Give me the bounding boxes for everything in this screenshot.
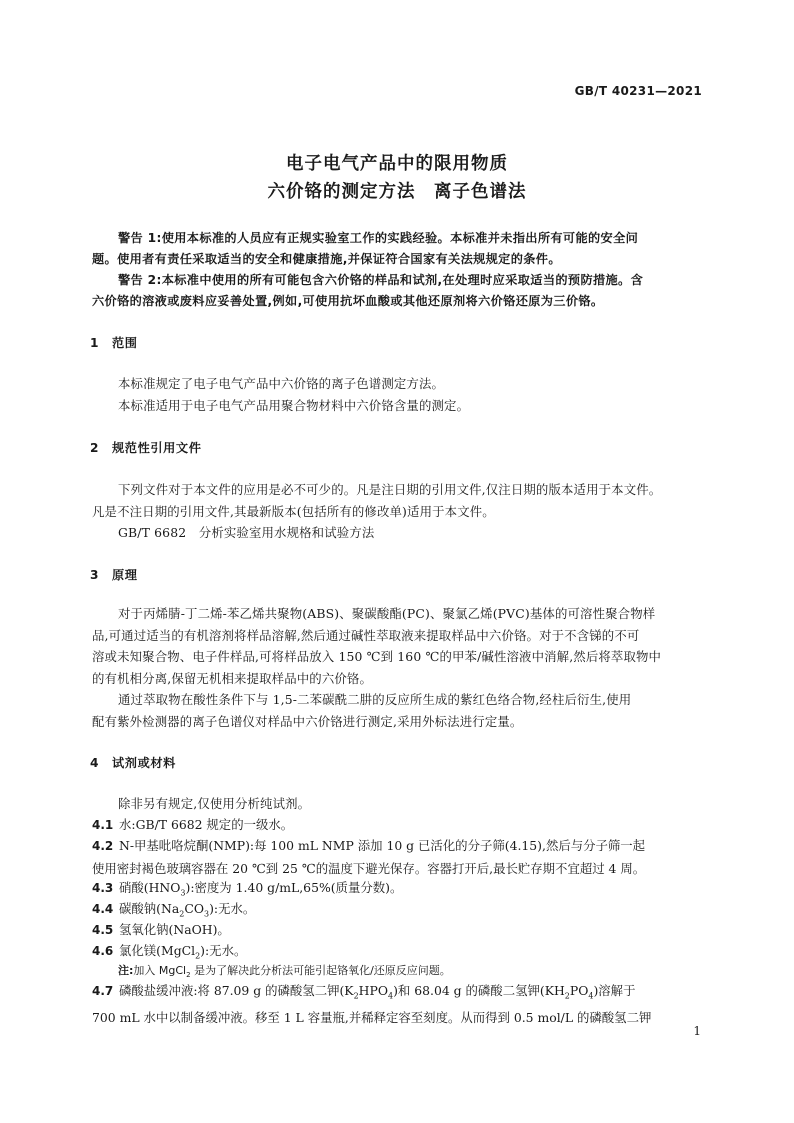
section-heading-normative-references bbox=[90, 439, 202, 456]
principle-line-6: 配有紫外检测器的离子色谱仪对样品中六价铬进行测定,采用外标法进行定量。 bbox=[92, 713, 523, 729]
warning-2-line-1: 警告 2:本标准中使用的所有可能包含六价铬的样品和试剂,在处理时应采取适当的预防措施。含 bbox=[118, 273, 644, 287]
standard-number: GB/T 40231—2021 bbox=[574, 84, 702, 98]
section-number: 3 bbox=[90, 568, 100, 582]
item-number: 4.5 bbox=[92, 923, 114, 937]
principle-line-3: 溶或未知聚合物、电子件样品,可将样品放入 150 ℃到 160 ℃的甲苯/碱性溶液中消解,然后将萃取物中 bbox=[92, 649, 662, 664]
section-number: 4 bbox=[90, 756, 100, 770]
warning-1-line-1: 警告 1:使用本标准的人员应有正规实验室工作的实践经验。本标准并未指出所有可能的安全问 bbox=[118, 231, 639, 245]
item-text: 氯化镁(MgCl$_2$):无水。 bbox=[119, 943, 247, 961]
item-text: 水:GB/T 6682 规定的一级水。 bbox=[119, 817, 294, 832]
reagents-intro-line: 除非另有规定,仅使用分析纯试剂。 bbox=[118, 796, 311, 811]
reagent-item bbox=[92, 835, 706, 879]
reagents-intro bbox=[92, 793, 706, 815]
item-text: 硝酸$(HNO_3)$:密度为 1.40 g/mL,65%(质量分数)。 bbox=[119, 880, 403, 898]
scope-text bbox=[92, 373, 706, 416]
warning-2 bbox=[92, 270, 706, 312]
item-number: 4.4 bbox=[92, 902, 114, 916]
section-heading-reagents bbox=[90, 754, 176, 771]
references-line-1: 下列文件对于本文件的应用是必不可少的。凡是注日期的引用文件,仅注日期的版本适用于本文件。 bbox=[118, 482, 662, 497]
principle-line-4: 的有机相分离,保留无机相来提取样品中的六价铬。 bbox=[92, 670, 372, 686]
section-heading-principle bbox=[90, 566, 138, 583]
page-number: 1 bbox=[693, 1024, 701, 1038]
section-number: 1 bbox=[90, 336, 100, 350]
document-title: 电子电气产品中的限用物质 bbox=[286, 154, 508, 174]
item-text: 磷酸盐缓冲液:将 87.09 g 的磷酸氢二钾$(K_2HPO_4)$和 68.04 g 的磷酸二氢钾$(KH_2PO_4)$溶解于 bbox=[119, 983, 636, 1001]
item-number: 4.6 bbox=[92, 944, 114, 958]
scope-paragraph-1: 本标准规定了电子电气产品中六价铬的离子色谱测定方法。 bbox=[118, 376, 445, 391]
warning-1-line-2: 题。使用者有责任采取适当的安全和健康措施,并保证符合国家有关法规规定的条件。 bbox=[92, 252, 561, 266]
section-number: 2 bbox=[90, 441, 100, 455]
note bbox=[118, 962, 451, 979]
warning-1 bbox=[92, 228, 706, 270]
item-number: 4.3 bbox=[92, 881, 114, 895]
reference-gbt-6682: GB/T 6682 分析实验室用水规格和试验方法 bbox=[118, 525, 375, 540]
document-subtitle: 六价铬的测定方法 离子色谱法 bbox=[267, 182, 527, 202]
principle-line-1: 对于丙烯腈-丁二烯-苯乙烯共聚物(ABS)、聚碳酸酯(PC)、聚氯乙烯(PVC)基体的可溶性聚合物样 bbox=[118, 606, 656, 621]
section-title: 原理 bbox=[112, 568, 138, 582]
note-text: 加入 MgCl$_2$ 是为了解决此分析法可能引起铬氧化/还原反应问题。 bbox=[133, 964, 451, 980]
item-text-continued: 700 mL 水中以制备缓冲液。移至 1 L 容量瓶,并稀释定容至刻度。从而得到 0.5 mol/L 的磷酸氢二钾 bbox=[92, 1009, 652, 1025]
principle-line-5: 通过萃取物在酸性条件下与 1,5-二苯碳酰二肼的反应所生成的紫红色络合物,经柱后衍生,使用 bbox=[118, 692, 632, 707]
section-title: 规范性引用文件 bbox=[112, 441, 202, 455]
references-line-2: 凡是不注日期的引用文件,其最新版本(包括所有的修改单)适用于本文件。 bbox=[92, 503, 495, 519]
item-number: 4.1 bbox=[92, 818, 114, 832]
reagent-item bbox=[92, 814, 706, 837]
section-title: 范围 bbox=[112, 336, 138, 350]
principle-line-2: 品,可通过适当的有机溶剂将样品溶解,然后通过碱性萃取液来提取样品中六价铬。对于不含锑的不可 bbox=[92, 627, 640, 643]
scope-paragraph-2: 本标准适用于电子电气产品用聚合物材料中六价铬含量的测定。 bbox=[118, 397, 470, 413]
section-heading-scope bbox=[90, 334, 138, 351]
item-text-continued: 使用密封褐色玻璃容器在 20 ℃到 25 ℃的温度下避光保存。容器打开后,最长贮存期不宜超过 4 周。 bbox=[92, 860, 646, 876]
section-title: 试剂或材料 bbox=[112, 756, 176, 770]
principle-text bbox=[92, 603, 706, 732]
item-text: 氢氧化钠(NaOH)。 bbox=[119, 922, 230, 937]
note-label: 注: bbox=[118, 964, 134, 977]
item-text: N-甲基吡咯烷酮(NMP):每 100 mL NMP 添加 10 g 已活化的分子筛(4.15),然后与分子筛一起 bbox=[119, 838, 646, 853]
reagent-item bbox=[92, 919, 706, 942]
item-text: 碳酸钠$(Na_2CO_3)$:无水。 bbox=[119, 901, 256, 919]
reagent-item bbox=[92, 980, 706, 1028]
item-number: 4.7 bbox=[92, 984, 114, 998]
item-number: 4.2 bbox=[92, 839, 114, 853]
warning-2-line-2: 六价铬的溶液或废料应妥善处置,例如,可使用抗坏血酸或其他还原剂将六价铬还原为三价铬。 bbox=[92, 294, 604, 308]
references-text bbox=[92, 479, 706, 544]
